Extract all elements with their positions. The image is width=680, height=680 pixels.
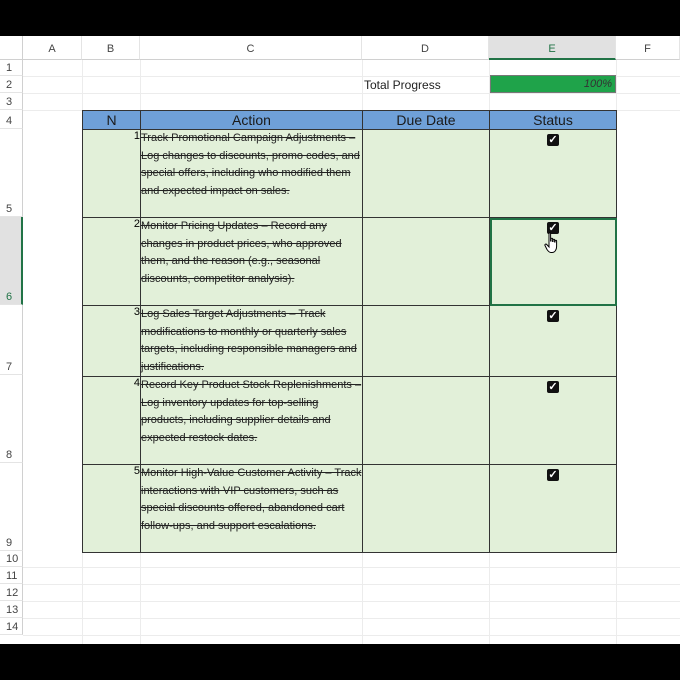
task-status-cell[interactable] <box>490 130 617 218</box>
progress-value: 100% <box>583 78 612 90</box>
row-header-6[interactable]: 6 <box>0 217 23 305</box>
task-due-date[interactable] <box>363 218 490 306</box>
checkbox-checked-icon[interactable]: ✓ <box>548 134 558 146</box>
column-header-b[interactable]: B <box>82 36 140 60</box>
gridline <box>23 567 680 568</box>
task-table <box>82 110 617 553</box>
task-number[interactable]: 5 <box>83 465 141 553</box>
header-n[interactable]: N <box>83 111 141 130</box>
row-header-2[interactable]: 2 <box>0 76 23 93</box>
task-status-cell[interactable] <box>490 377 617 465</box>
table-row <box>83 377 617 465</box>
row-header-14[interactable]: 14 <box>0 618 23 635</box>
total-progress-bar[interactable] <box>490 75 616 93</box>
checkbox-checked-icon[interactable]: ✓ <box>548 469 558 481</box>
row-header-7[interactable]: 7 <box>0 305 23 375</box>
row-header-12[interactable]: 12 <box>0 584 23 601</box>
task-due-date[interactable] <box>363 377 490 465</box>
column-header-f[interactable]: F <box>616 36 680 60</box>
row-header-8[interactable]: 8 <box>0 375 23 463</box>
task-number[interactable]: 1 <box>83 130 141 218</box>
task-action[interactable]: Monitor High-Value Customer Activity – Track interactions with VIP customers, such as special discounts offered, abandoned cart follow-ups, and support escalations. <box>141 465 363 553</box>
gridline <box>23 635 680 636</box>
task-number[interactable]: 3 <box>83 306 141 377</box>
select-all-corner[interactable] <box>0 36 23 60</box>
task-status-cell[interactable] <box>490 306 617 377</box>
gridline <box>23 584 680 585</box>
column-header-c[interactable]: C <box>140 36 362 60</box>
row-header-5[interactable]: 5 <box>0 129 23 217</box>
task-due-date[interactable] <box>363 465 490 553</box>
table-row <box>83 218 617 306</box>
column-header-d[interactable]: D <box>362 36 489 60</box>
header-status[interactable]: Status <box>490 111 617 130</box>
table-row <box>83 306 617 377</box>
row-header-11[interactable]: 11 <box>0 567 23 584</box>
gridline <box>23 93 680 94</box>
row-header-13[interactable]: 13 <box>0 601 23 618</box>
row-header-1[interactable]: 1 <box>0 60 23 76</box>
spreadsheet <box>0 36 680 644</box>
task-status-cell[interactable] <box>490 465 617 553</box>
total-progress-label: Total Progress <box>364 78 441 92</box>
column-headers <box>0 36 680 60</box>
table-row <box>83 465 617 553</box>
column-header-a[interactable]: A <box>23 36 82 60</box>
gridline <box>23 618 680 619</box>
task-action[interactable]: Monitor Pricing Updates – Record any changes in product prices, who approved them, and the reason (e.g., seasonal discounts, competitor analysis). <box>141 218 363 306</box>
column-header-e[interactable]: E <box>489 36 616 60</box>
task-action[interactable]: Record Key Product Stock Replenishments – Log inventory updates for top-selling products, including supplier details and expected restock dates. <box>141 377 363 465</box>
checkbox-checked-icon[interactable]: ✓ <box>548 381 558 393</box>
hand-pointer-icon <box>544 232 560 254</box>
header-action[interactable]: Action <box>141 111 363 130</box>
gridline <box>23 601 680 602</box>
row-header-3[interactable]: 3 <box>0 93 23 110</box>
row-header-4[interactable]: 4 <box>0 110 23 129</box>
task-status-cell-selected[interactable] <box>490 218 617 306</box>
task-number[interactable]: 4 <box>83 377 141 465</box>
row-header-10[interactable]: 10 <box>0 551 23 567</box>
row-header-9[interactable]: 9 <box>0 463 23 551</box>
header-due-date[interactable]: Due Date <box>363 111 490 130</box>
table-header-row <box>83 111 617 130</box>
task-action[interactable]: Track Promotional Campaign Adjustments – Log changes to discounts, promo codes, and special offers, including who modified them and expected impact on sales. <box>141 130 363 218</box>
task-action[interactable]: Log Sales Target Adjustments – Track modifications to monthly or quarterly sales targets, including responsible managers and justifications. <box>141 306 363 377</box>
task-number[interactable]: 2 <box>83 218 141 306</box>
checkbox-checked-icon[interactable]: ✓ <box>548 222 558 234</box>
task-due-date[interactable] <box>363 306 490 377</box>
task-due-date[interactable] <box>363 130 490 218</box>
table-row <box>83 130 617 218</box>
checkbox-checked-icon[interactable]: ✓ <box>548 310 558 322</box>
